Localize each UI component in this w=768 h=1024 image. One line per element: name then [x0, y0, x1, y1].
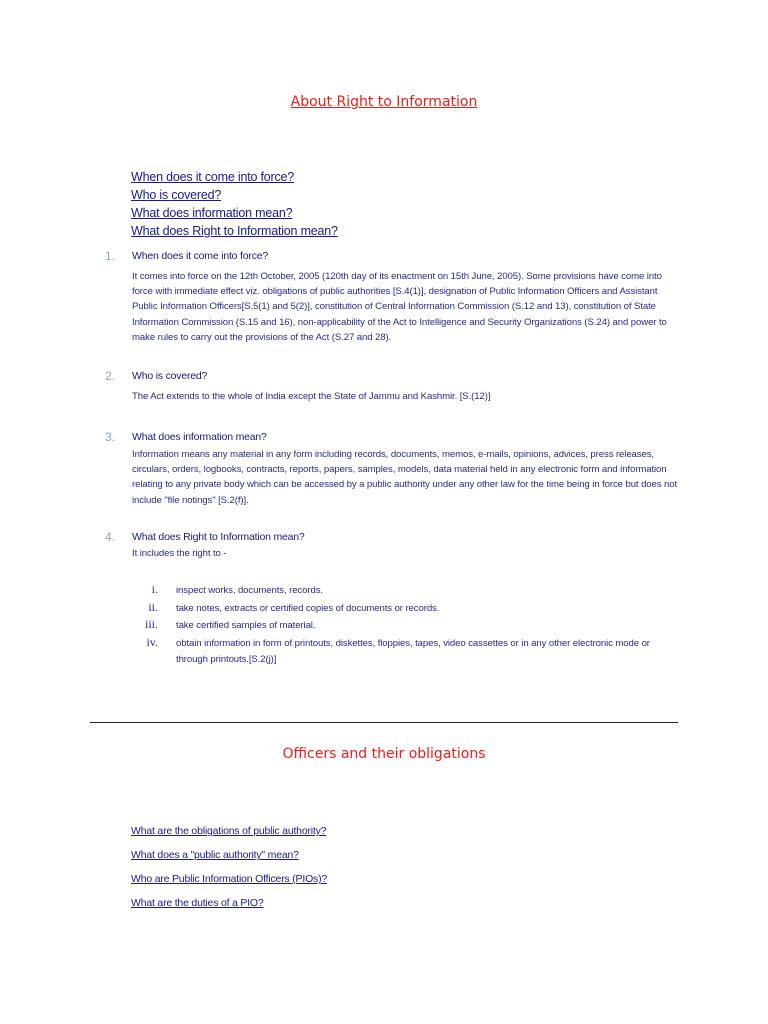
list-number: ii.	[148, 600, 158, 614]
section-divider	[90, 722, 678, 723]
list-text: take notes, extracts or certified copies of documents or records.	[176, 603, 440, 614]
table-of-contents	[131, 168, 338, 240]
section-heading: Officers and their obligations	[282, 746, 486, 762]
section-question: Who is covered?	[132, 370, 208, 382]
section-number: 1.	[105, 249, 116, 263]
section-body: Information means any material in any form including records, documents, memos, e-mails, opinions, advices, press releases, circulars, orders, logbooks, contracts, reports, papers, samples, models, data material held in any electronic form and information relating to any private body which can be accessed by a public authority under any other law for the time being in force but does not include "file notings" [S.2(f)].	[132, 449, 678, 506]
link-obligations[interactable]: What are the obligations of public authority?	[131, 825, 327, 837]
toc-link-covered[interactable]: Who is covered?	[131, 188, 222, 202]
link-public-authority[interactable]: What does a "public authority" mean?	[131, 849, 299, 861]
list-text: inspect works, documents, records.	[176, 585, 323, 596]
toc-link-force[interactable]: When does it come into force?	[131, 170, 295, 184]
section-question: When does it come into force?	[132, 250, 269, 262]
toc-link-information[interactable]: What does information mean?	[131, 206, 293, 220]
list-number: iii.	[144, 617, 158, 631]
list-number: i.	[151, 582, 158, 596]
section-question: What does Right to Information mean?	[132, 531, 305, 543]
section-question: What does information mean?	[132, 431, 267, 443]
section-number: 2.	[105, 369, 116, 383]
section-body: It comes into force on the 12th October, 2005 (120th day of its enactment on 15th June, 2005). Some provisions have come into force with immediate effect viz. obligations of public authorities [S.4(1)], designation of Public Information Officers and Assistant Public Information Officers[S.5(1) and 5(2)], constitution of Central Information Commission (S.12 and 13), constitution of State Information Commission (S.15 and 16), non-applicability of the Act to Intelligence and Security Organizations (S.24) and power to make rules to carry out the provisions of the Act (S.27 and 28).	[132, 271, 667, 343]
link-pios[interactable]: Who are Public Information Officers (PIOs)?	[131, 873, 328, 885]
link-pio-duties[interactable]: What are the duties of a PIO?	[131, 897, 264, 909]
list-number: iv.	[146, 635, 158, 649]
page-title: About Right to Information	[290, 94, 478, 110]
section-number: 4.	[105, 530, 116, 544]
toc-link-right[interactable]: What does Right to Information mean?	[131, 224, 338, 238]
list-text: obtain information in form of printouts, diskettes, floppies, tapes, video cassettes or in any other electronic mode or through printouts.[S.2(j)]	[176, 638, 650, 665]
section-number: 3.	[105, 430, 116, 444]
officers-links	[131, 824, 327, 920]
list-text: take certified samples of material.	[176, 620, 316, 631]
section-body: It includes the right to -	[132, 548, 227, 559]
section-body: The Act extends to the whole of India except the State of Jammu and Kashmir. [S.(12)]	[132, 391, 491, 402]
